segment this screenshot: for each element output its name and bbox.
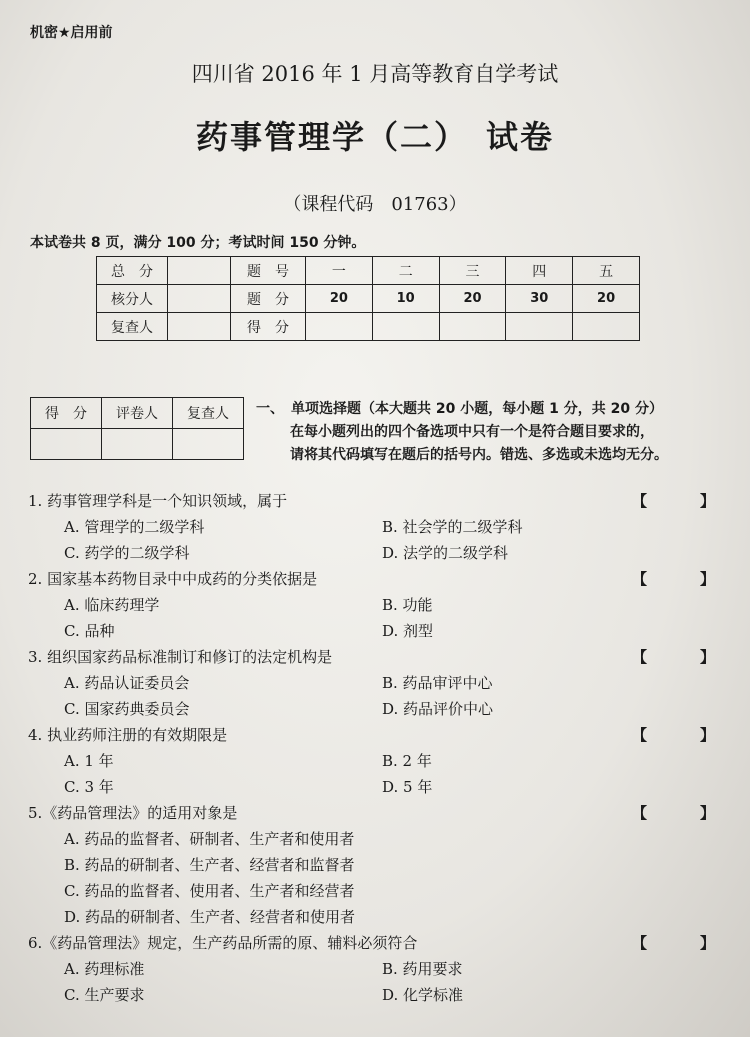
table-cell: 三: [439, 257, 506, 285]
option-row: [28, 618, 728, 644]
table-cell: 10: [372, 285, 439, 313]
question-list: [28, 488, 728, 1008]
table-cell: 复查人: [173, 398, 244, 429]
secret-mark: 机密★启用前: [30, 25, 113, 41]
table-cell: 二: [372, 257, 439, 285]
answer-bracket-close: 】: [700, 804, 716, 822]
section-heading: 一、 单项选择题（本大题共 20 小题，每小题 1 分，共 20 分）: [256, 401, 663, 417]
question-text: 1. 药事管理学科是一个知识领域，属于: [28, 492, 288, 510]
option: D. 化学标准: [382, 986, 464, 1004]
option-row: [28, 878, 728, 904]
table-cell: [306, 313, 373, 341]
table-cell: 五: [573, 257, 640, 285]
option-row: [28, 956, 728, 982]
option-row: [28, 826, 728, 852]
option: C. 生产要求: [64, 986, 145, 1004]
option: B. 社会学的二级学科: [382, 518, 523, 536]
option-row: [28, 592, 728, 618]
answer-bracket-open: 【: [632, 648, 648, 666]
subject-title: 药事管理学（二） 试卷: [195, 118, 554, 156]
table-row: [97, 257, 640, 285]
question-stem: [28, 930, 728, 956]
answer-bracket-close: 】: [700, 934, 716, 952]
question-text: 2. 国家基本药物目录中中成药的分类依据是: [28, 570, 318, 588]
table-cell: 核分人: [97, 285, 168, 313]
option: D. 剂型: [382, 622, 434, 640]
table-row: [97, 285, 640, 313]
option-row: [28, 774, 728, 800]
answer-bracket-open: 【: [632, 570, 648, 588]
section-note: 请将其代码填写在题后的括号内。错选、多选或未选均无分。: [290, 447, 668, 463]
table-cell: 题 号: [231, 257, 306, 285]
table-cell: [31, 429, 102, 460]
option-row: [28, 852, 728, 878]
question-stem: [28, 566, 728, 592]
table-row: [97, 313, 640, 341]
option: B. 功能: [382, 596, 433, 614]
table-cell: [506, 313, 573, 341]
answer-bracket-open: 【: [632, 492, 648, 510]
option-row: [28, 670, 728, 696]
answer-bracket-open: 【: [632, 934, 648, 952]
option: A. 1 年: [64, 752, 114, 770]
option-row: [28, 514, 728, 540]
section-instructions: [256, 398, 726, 467]
table-row: [31, 429, 244, 460]
table-cell: [168, 257, 231, 285]
option: B. 2 年: [382, 752, 432, 770]
option: A. 管理学的二级学科: [64, 518, 205, 536]
course-code: （课程代码 01763）: [283, 194, 467, 215]
table-cell: 20: [439, 285, 506, 313]
table-cell: 题 分: [231, 285, 306, 313]
table-cell: 20: [573, 285, 640, 313]
answer-bracket-open: 【: [632, 726, 648, 744]
question-text: 6.《药品管理法》规定，生产药品所需的原、辅料必须符合: [28, 934, 418, 952]
table-cell: 一: [306, 257, 373, 285]
table-cell: [173, 429, 244, 460]
exam-info: 本试卷共 8 页，满分 100 分；考试时间 150 分钟。: [30, 235, 366, 251]
option: A. 药品认证委员会: [64, 674, 190, 692]
table-cell: [439, 313, 506, 341]
table-cell: 总 分: [97, 257, 168, 285]
score-table: [96, 256, 640, 341]
option: A. 药理标准: [64, 960, 145, 978]
table-cell: 20: [306, 285, 373, 313]
table-cell: [573, 313, 640, 341]
grader-table: [30, 397, 244, 460]
question-stem: [28, 800, 728, 826]
option: D. 法学的二级学科: [382, 544, 509, 562]
option: D. 药品的研制者、生产者、经营者和使用者: [64, 908, 356, 926]
option: D. 5 年: [382, 778, 433, 796]
option: C. 3 年: [64, 778, 114, 796]
question-stem: [28, 722, 728, 748]
question-text: 5.《药品管理法》的适用对象是: [28, 804, 238, 822]
exam-title: 四川省 2016 年 1 月高等教育自学考试: [191, 62, 559, 86]
option: B. 药品审评中心: [382, 674, 493, 692]
table-cell: 评卷人: [102, 398, 173, 429]
option-row: [28, 748, 728, 774]
table-cell: [168, 285, 231, 313]
section-note: 在每小题列出的四个备选项中只有一个是符合题目要求的，: [290, 424, 654, 440]
question-text: 4. 执业药师注册的有效期限是: [28, 726, 228, 744]
table-cell: 四: [506, 257, 573, 285]
option: D. 药品评价中心: [382, 700, 494, 718]
question-text: 3. 组织国家药品标准制订和修订的法定机构是: [28, 648, 333, 666]
table-row: [31, 398, 244, 429]
option: B. 药品的研制者、生产者、经营者和监督者: [64, 856, 355, 874]
option: A. 药品的监督者、研制者、生产者和使用者: [64, 830, 355, 848]
option: A. 临床药理学: [64, 596, 160, 614]
answer-bracket-close: 】: [700, 570, 716, 588]
question-stem: [28, 644, 728, 670]
answer-bracket-close: 】: [700, 492, 716, 510]
answer-bracket-close: 】: [700, 726, 716, 744]
table-cell: [372, 313, 439, 341]
option-row: [28, 696, 728, 722]
option: C. 品种: [64, 622, 115, 640]
question-stem: [28, 488, 728, 514]
table-cell: 得 分: [231, 313, 306, 341]
option-row: [28, 904, 728, 930]
table-cell: 30: [506, 285, 573, 313]
option: C. 药品的监督者、使用者、生产者和经营者: [64, 882, 355, 900]
option: B. 药用要求: [382, 960, 463, 978]
table-cell: [102, 429, 173, 460]
option-row: [28, 982, 728, 1008]
option: C. 国家药典委员会: [64, 700, 190, 718]
answer-bracket-open: 【: [632, 804, 648, 822]
answer-bracket-close: 】: [700, 648, 716, 666]
table-cell: 复查人: [97, 313, 168, 341]
option: C. 药学的二级学科: [64, 544, 190, 562]
table-cell: [168, 313, 231, 341]
option-row: [28, 540, 728, 566]
table-cell: 得 分: [31, 398, 102, 429]
